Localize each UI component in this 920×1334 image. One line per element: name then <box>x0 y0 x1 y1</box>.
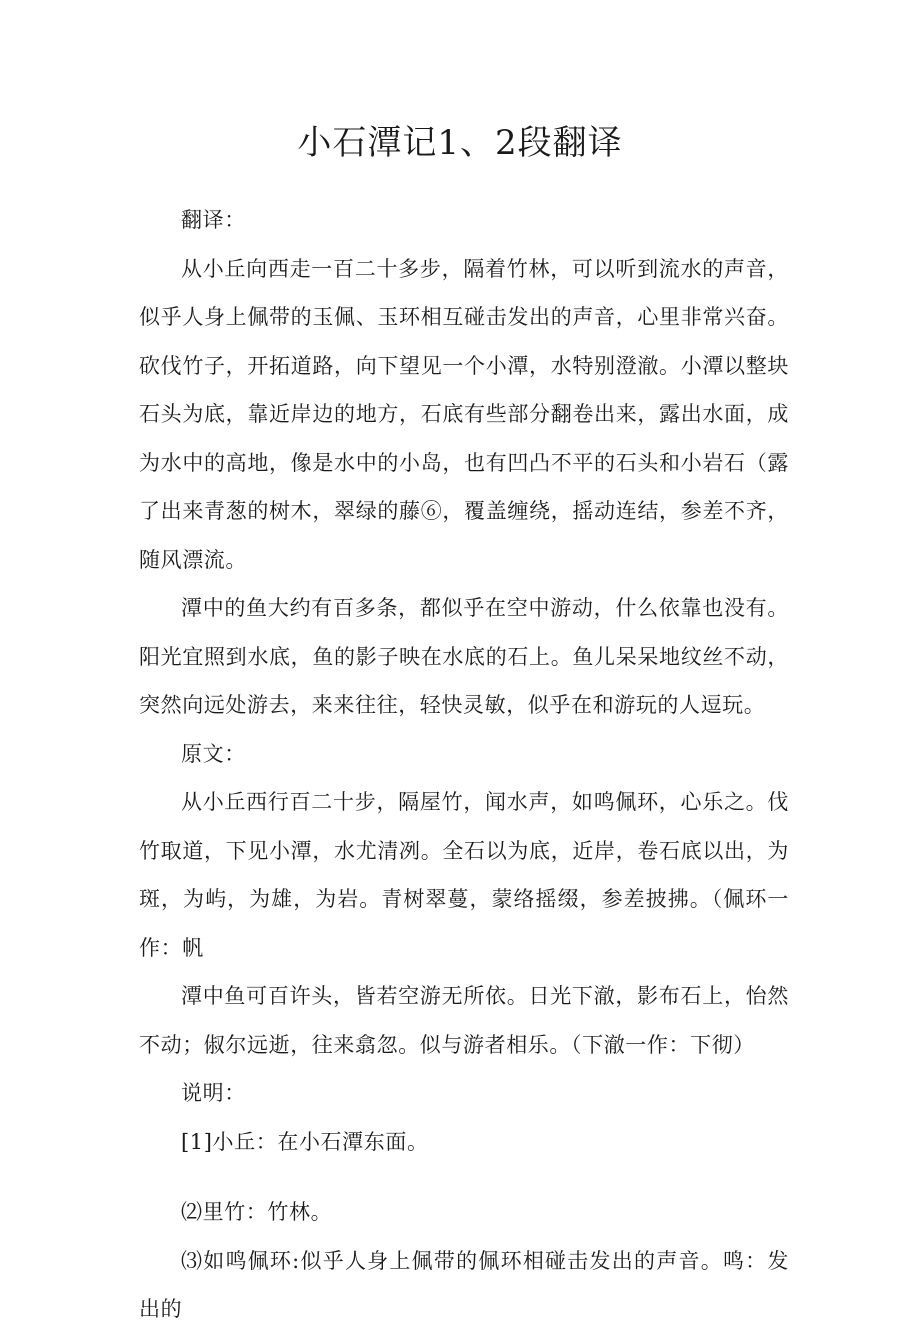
translation-paragraph-1: 从小丘向西走一百二十多步，隔着竹林，可以听到流水的声音，似乎人身上佩带的玉佩、玉环相互碰击发出的声音，心里非常兴奋。砍伐竹子，开拓道路，向下望见一个小潭，水特别澄澈。小潭以整块石头为底，靠近岸边的地方，石底有些部分翻卷出来，露出水面，成为水中的高地，像是水中的小岛，也有凹凸不平的石头和小岩石（露了出来青葱的树木，翠绿的藤⑥，覆盖缠绕，摇动连结，参差不齐，随风漂流。 <box>139 256 789 572</box>
note-item-1: [1]小丘：在小石潭东面。 <box>181 1129 429 1154</box>
page-title: 小石潭记1、2段翻译 <box>297 123 623 163</box>
note-item-3: ⑶如鸣佩环:似乎人身上佩带的佩环相碰击发出的声音。鸣：发出的 <box>139 1248 789 1321</box>
original-label: 原文： <box>181 741 246 766</box>
translation-label: 翻译： <box>181 208 246 232</box>
document-body <box>139 196 789 1334</box>
original-paragraph-1: 从小丘西行百二十步，隔屋竹，闻水声，如鸣佩环，心乐之。伐竹取道，下见小潭，水尤清冽。全石以为底，近岸，卷石底以出，为斑，为屿，为雄，为岩。青树翠蔓，蒙络摇缀，参差披拂。（佩环一作：帆 <box>139 790 789 960</box>
original-paragraph-2: 潭中鱼可百许头，皆若空游无所依。日光下澈，影布石上，怡然不动；俶尔远逝，往来翕忽。似与游者相乐。（下澈一作：下彻） <box>139 984 789 1057</box>
translation-paragraph-2: 潭中的鱼大约有百多条，都似乎在空中游动，什么依靠也没有。阳光宜照到水底，鱼的影子映在水底的石上。鱼儿呆呆地纹丝不动，突然向远处游去，来来往往，轻快灵敏，似乎在和游玩的人逗玩。 <box>139 596 789 717</box>
notes-label: 说明： <box>181 1081 246 1105</box>
note-item-2: ⑵里竹：竹林。 <box>181 1200 333 1224</box>
